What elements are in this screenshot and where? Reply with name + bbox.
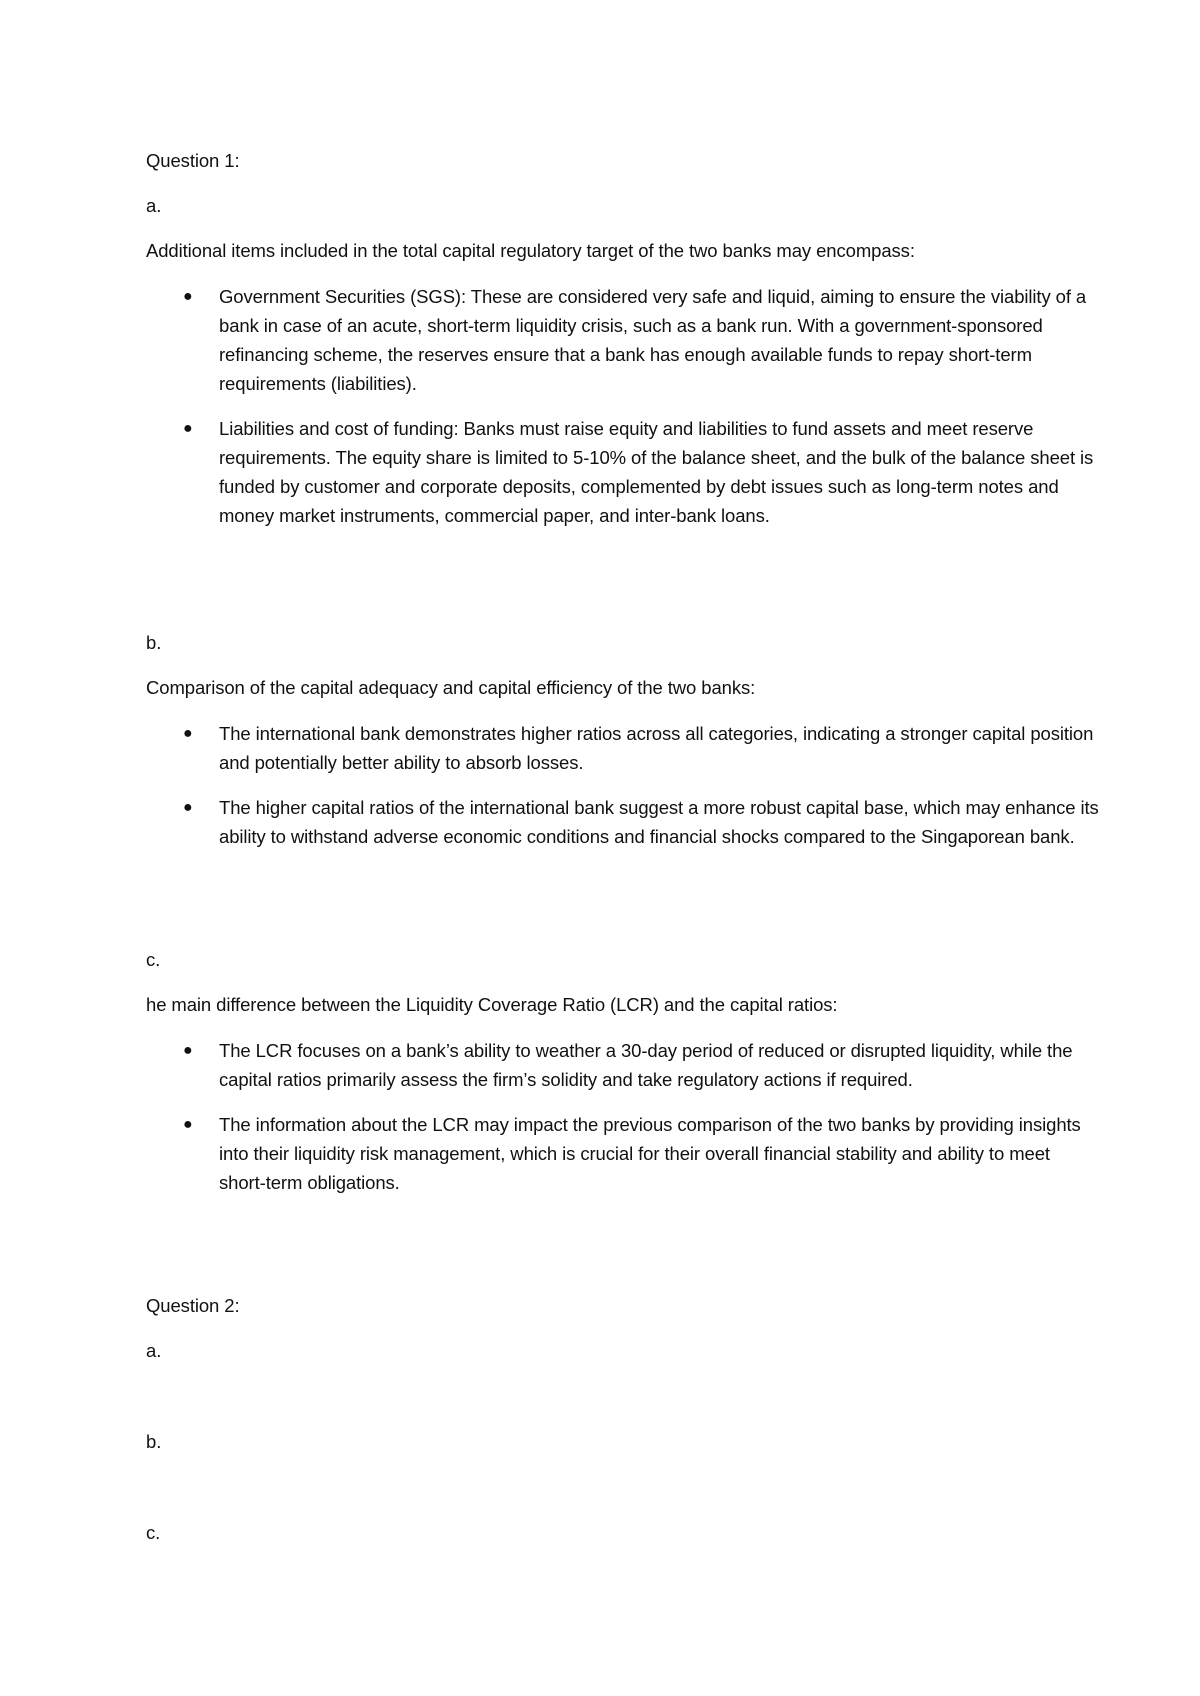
q2-part-b-label: b. (146, 1431, 162, 1452)
list-item (146, 282, 1099, 398)
bullet-icon: ● (183, 288, 193, 305)
bullet-icon: ● (183, 1042, 193, 1059)
bullet-text: The LCR focuses on a bank’s ability to weather a 30-day period of reduced or disrupted liquidity, while the capital ratios primarily assess the firm’s solidity and take regulatory actions if required. (219, 1040, 1073, 1090)
q1-part-b-intro: Comparison of the capital adequacy and capital efficiency of the two banks: (146, 677, 756, 698)
bullet-text: The higher capital ratios of the international bank suggest a more robust capital base, which may enhance its ability to withstand adverse economic conditions and financial shocks compared to the Singaporean bank. (219, 797, 1099, 847)
question-2-heading: Question 2: (146, 1295, 240, 1316)
list-item (146, 719, 1099, 777)
q1-part-c-intro: he main difference between the Liquidity Coverage Ratio (LCR) and the capital ratios: (146, 994, 838, 1015)
bullet-icon: ● (183, 1116, 193, 1133)
bullet-text: The information about the LCR may impact the previous comparison of the two banks by providing insights into their liquidity risk management, which is crucial for their overall financial stability and ability to meet short-term obligations. (219, 1114, 1081, 1193)
q1-part-a-label: a. (146, 195, 162, 216)
q1-part-c-label: c. (146, 949, 161, 970)
q2-part-a-label: a. (146, 1340, 162, 1361)
q1-part-c-bullets (146, 1036, 1099, 1197)
bullet-icon: ● (183, 725, 193, 742)
bullet-text: The international bank demonstrates higher ratios across all categories, indicating a stronger capital position and potentially better ability to absorb losses. (219, 723, 1094, 773)
list-item (146, 414, 1099, 530)
bullet-text: Government Securities (SGS): These are considered very safe and liquid, aiming to ensure the viability of a bank in case of an acute, short-term liquidity crisis, such as a bank run. With a government-sponsored refinancing scheme, the reserves ensure that a bank has enough available funds to repay short-term requirements (liabilities). (219, 286, 1087, 394)
q1-part-a-bullets (146, 282, 1099, 530)
bullet-icon: ● (183, 420, 193, 437)
list-item (146, 1036, 1099, 1094)
list-item (146, 1110, 1099, 1197)
q1-part-b-label: b. (146, 632, 162, 653)
bullet-text: Liabilities and cost of funding: Banks must raise equity and liabilities to fund assets and meet reserve requirements. The equity share is limited to 5-10% of the balance sheet, and the bulk of the balance sheet is funded by customer and corporate deposits, complemented by debt issues such as long-term notes and money market instruments, commercial paper, and inter-bank loans. (219, 418, 1094, 526)
q1-part-b-bullets (146, 719, 1099, 851)
question-1-heading: Question 1: (146, 150, 240, 171)
q1-part-a-intro: Additional items included in the total capital regulatory target of the two banks may encompass: (146, 240, 915, 261)
list-item (146, 793, 1099, 851)
q2-part-c-label: c. (146, 1522, 161, 1543)
bullet-icon: ● (183, 799, 193, 816)
